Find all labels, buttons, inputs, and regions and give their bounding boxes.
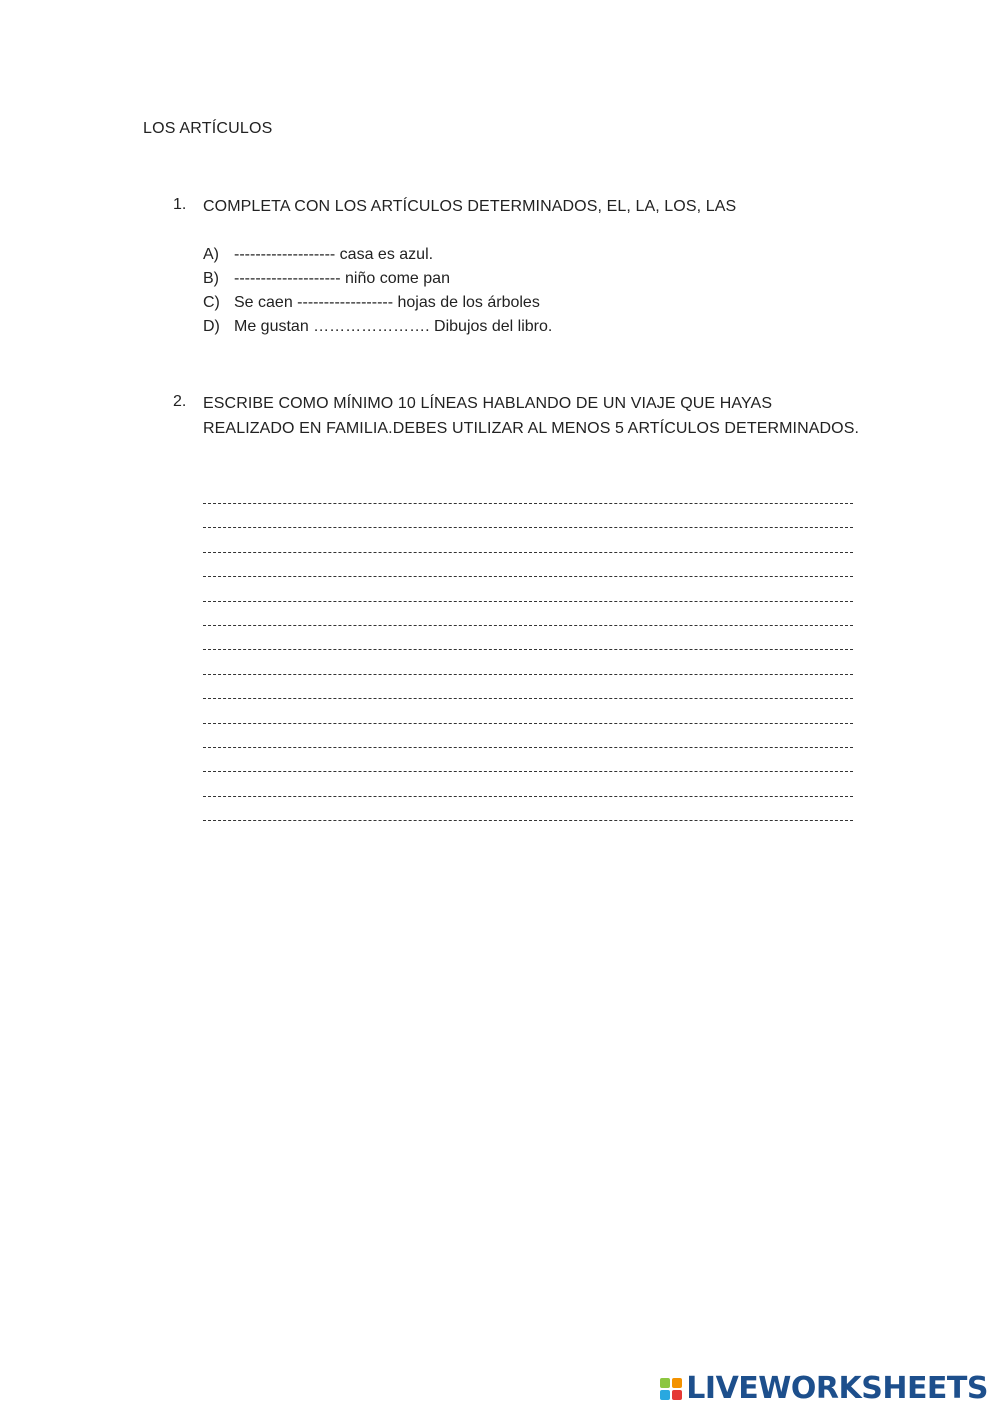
answer-line [203,503,853,504]
answer-line [203,796,853,797]
item-text: -------------------- niño come pan [234,270,450,287]
question-1-text: COMPLETA CON LOS ARTÍCULOS DETERMINADOS, EL, LA, LOS, LAS [203,198,737,215]
logo-icon [660,1378,682,1400]
item-text: ------------------- casa es azul. [234,246,434,263]
answer-line [203,747,853,748]
logo-text: LIVEWORKSHEETS [686,1371,988,1406]
answer-line [203,771,853,772]
page-title: LOS ARTÍCULOS [143,120,273,137]
answer-line [203,552,853,553]
question-2-text: ESCRIBE COMO MÍNIMO 10 LÍNEAS HABLANDO DE UN VIAJE QUE HAYAS REALIZADO EN FAMILIA.DEBES UTILIZAR AL MENOS 5 ARTÍCULOS DETERMINADOS. [203,395,860,437]
answer-line [203,601,853,602]
answer-line [203,527,853,528]
question-1-number: 1. [173,196,187,213]
answer-line [203,576,853,577]
answer-line [203,723,853,724]
item-letter: A) [203,246,219,263]
item-letter: C) [203,294,220,311]
item-letter: B) [203,270,219,287]
exercise-item-d [203,315,552,339]
question-2-number: 2. [173,393,187,410]
exercise-item-c [203,291,540,315]
answer-line [203,820,853,821]
exercise-item-b [203,267,450,291]
answer-line [203,674,853,675]
liveworksheets-logo [660,1371,988,1406]
answer-line [203,649,853,650]
item-text: Se caen ------------------ hojas de los árboles [234,294,540,311]
item-text: Me gustan …………………. Dibujos del libro. [234,318,553,335]
answer-line [203,625,853,626]
item-letter: D) [203,318,220,335]
answer-line [203,698,853,699]
exercise-item-a [203,243,433,267]
